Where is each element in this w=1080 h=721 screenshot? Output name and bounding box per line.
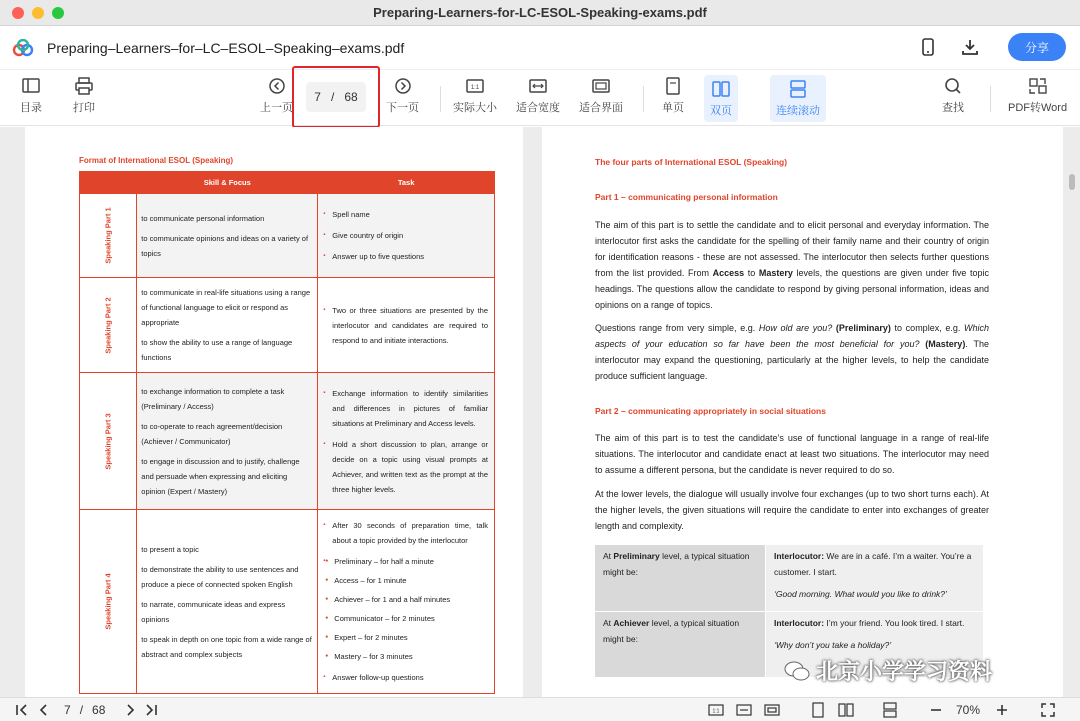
maximize-window-button[interactable] bbox=[52, 7, 64, 19]
minus-icon bbox=[928, 702, 944, 718]
status-separator: / bbox=[79, 703, 84, 717]
zoom-level[interactable]: 70% bbox=[956, 703, 981, 717]
actual-size-label: 实际大小 bbox=[453, 102, 497, 114]
pdf-to-word-button[interactable] bbox=[1008, 76, 1067, 115]
task-item: ▪ Answer follow-up questions bbox=[332, 670, 488, 685]
double-page-label: 双页 bbox=[710, 105, 732, 117]
fit-page-label: 适合界面 bbox=[579, 102, 623, 114]
continuous-scroll-label: 连续滚动 bbox=[776, 105, 820, 117]
double-page-button[interactable] bbox=[704, 75, 738, 122]
subtask-item: ● Mastery – for 3 minutes bbox=[334, 649, 488, 664]
divider bbox=[990, 86, 991, 112]
svg-text:1:1: 1:1 bbox=[712, 708, 720, 715]
continuous-scroll-button[interactable] bbox=[770, 75, 826, 122]
app-logo-icon bbox=[12, 39, 34, 57]
download-icon[interactable] bbox=[960, 37, 980, 57]
document-viewer[interactable] bbox=[0, 127, 1080, 697]
window-title: Preparing-Learners-for-LC-ESOL-Speaking-exams.pdf bbox=[373, 5, 707, 20]
next-icon bbox=[392, 76, 414, 96]
table-row bbox=[80, 373, 495, 510]
skill-text: to narrate, communicate ideas and express opinions bbox=[141, 599, 286, 624]
part2-paragraph-2: At the lower levels, the dialogue will usually involve four exchanges (up to two short turns each). At the higher levels, the given situations will require the candidate to enter into exchanges of greater length and complexity. bbox=[595, 489, 989, 531]
toolbar bbox=[0, 70, 1080, 126]
table-row bbox=[80, 278, 495, 373]
print-icon bbox=[73, 76, 95, 96]
next-page-button[interactable] bbox=[386, 76, 419, 115]
part-label: Speaking Part 2 bbox=[103, 296, 113, 354]
continuous-scroll-icon bbox=[787, 79, 809, 99]
pdf-page-right bbox=[542, 127, 1063, 697]
subtask-item: ● Access – for 1 minute bbox=[334, 573, 488, 588]
fit-width-label: 适合宽度 bbox=[516, 102, 560, 114]
table-header-row bbox=[80, 172, 495, 194]
task-item: ▪ Answer up to five questions bbox=[332, 249, 488, 264]
svg-text:1:1: 1:1 bbox=[470, 85, 480, 91]
first-page-icon bbox=[14, 702, 30, 718]
subtask-list bbox=[332, 554, 488, 664]
subtask-item: ● Expert – for 2 minutes bbox=[334, 630, 488, 645]
fit-width-icon bbox=[736, 702, 752, 718]
skill-text: to present a topic bbox=[141, 544, 199, 554]
status-single-page-button[interactable] bbox=[810, 702, 826, 718]
table-row bbox=[595, 545, 984, 612]
skill-text: to engage in discussion and to justify, challenge and persuade when expressing and eliciting opinion (Expert / Mastery) bbox=[141, 456, 300, 496]
prev-icon bbox=[266, 76, 288, 96]
fit-width-button[interactable] bbox=[516, 76, 560, 115]
part1-paragraph-2: Questions range from very simple, e.g. How old are you? (Preliminary) to complex, e.g. Which aspects of your education so far have been the most beneficial for you? (Mastery). The interlocutor may expand the questioning, particularly at the higher levels, to help the candidate produce sufficient language. bbox=[595, 323, 989, 381]
total-pages: 68 bbox=[344, 90, 358, 104]
single-page-icon bbox=[662, 76, 684, 96]
part2-heading: Part 2 – communicating appropriately in social situations bbox=[595, 406, 826, 416]
skill-text: to co-operate to reach agreement/decision (Achiever / Communicator) bbox=[141, 421, 283, 446]
fit-page-button[interactable] bbox=[579, 76, 623, 115]
mobile-icon[interactable] bbox=[918, 37, 938, 57]
next-label: 下一页 bbox=[386, 102, 419, 114]
toc-label: 目录 bbox=[20, 102, 42, 114]
task-item: ▪ Exchange information to identify similarities and differences in pictures of familiar situations at Preliminary and Access levels. bbox=[332, 386, 488, 431]
vertical-scrollbar[interactable] bbox=[1069, 174, 1075, 190]
skill-text: to demonstrate the ability to use sentences and produce a piece of connected spoken English bbox=[141, 564, 299, 589]
subtask-item: ● Achiever – for 1 and a half minutes bbox=[334, 592, 488, 607]
status-actual-size-button[interactable] bbox=[708, 702, 724, 718]
divider bbox=[440, 86, 441, 112]
pdf-to-word-label: PDF转Word bbox=[1008, 102, 1068, 114]
search-button[interactable] bbox=[942, 76, 964, 115]
single-page-icon bbox=[810, 702, 826, 718]
fit-page-icon bbox=[764, 702, 780, 718]
double-page-icon bbox=[710, 79, 732, 99]
part2-paragraph-1: The aim of this part is to test the candidate’s use of functional language in a range of real-life situations. The interlocutor and candidate enact at least two situations. The interlocutor may need to assume a different persona, but the candidate is never required to do so. bbox=[595, 433, 989, 475]
single-page-button[interactable] bbox=[662, 76, 684, 115]
level-cell: At Achiever level, a typical situation might be: bbox=[595, 612, 766, 678]
watermark bbox=[784, 655, 992, 686]
convert-icon bbox=[1027, 76, 1049, 96]
window-controls bbox=[12, 7, 64, 19]
subtask-item: ● ▪ Preliminary – for half a minute bbox=[334, 554, 488, 569]
plus-icon bbox=[994, 702, 1010, 718]
minimize-window-button[interactable] bbox=[32, 7, 44, 19]
part-label: Speaking Part 1 bbox=[103, 207, 113, 264]
status-fit-page-button[interactable] bbox=[764, 702, 780, 718]
divider bbox=[643, 86, 644, 112]
actual-size-icon bbox=[464, 76, 486, 96]
status-current-page: 7 bbox=[64, 703, 71, 717]
fullscreen-button[interactable] bbox=[1040, 702, 1056, 718]
task-item: ▪ Hold a short discussion to plan, arrange or decide on a topic using visual prompts at Achiever, and written text as the prompt at the three higher levels. bbox=[332, 437, 488, 497]
task-item: ▪ Two or three situations are presented by the interlocutor and candidates are required to respond to and initiate interactions. bbox=[332, 303, 488, 348]
table-row bbox=[80, 510, 495, 694]
chevron-left-icon bbox=[36, 702, 52, 718]
part-label: Speaking Part 4 bbox=[103, 573, 113, 630]
print-label: 打印 bbox=[73, 102, 95, 114]
prev-page-small-button[interactable] bbox=[36, 702, 52, 718]
status-double-page-button[interactable] bbox=[838, 702, 854, 718]
double-page-icon bbox=[838, 702, 854, 718]
close-window-button[interactable] bbox=[12, 7, 24, 19]
parts-title: The four parts of International ESOL (Speaking) bbox=[595, 157, 788, 167]
status-continuous-button[interactable] bbox=[882, 702, 898, 718]
part1-paragraph-1: The aim of this part is to settle the candidate and to elicit personal and everyday information. The interlocutor first asks the candidate for the spelling of their family name and their country of origin for identification reasons - these are not assessed. The interlocutor then selects further questions from the list provided. From Access to Mastery levels, the questions are given under five topic headings. The questions allow the candidate to respond by giving personal information, ideas and opinions on a range of topics. bbox=[595, 220, 989, 310]
status-bar bbox=[0, 697, 1080, 721]
prev-label: 上一页 bbox=[260, 102, 293, 114]
print-button[interactable] bbox=[73, 76, 95, 115]
zoom-out-button[interactable] bbox=[928, 702, 944, 718]
dialogue-cell: Interlocutor: I’m your friend. You look tired. I start. ‘Why don’t you take a holiday?’ bbox=[766, 612, 984, 678]
last-page-button[interactable] bbox=[143, 702, 159, 718]
status-total-pages: 68 bbox=[92, 703, 106, 717]
dialogue-cell: Interlocutor: We are in a café. I’m a waiter. You’re a customer. I start. ‘Good morning. What would you like to drink?’ bbox=[766, 545, 984, 612]
fit-page-icon bbox=[590, 76, 612, 96]
skill-text: to exchange information to complete a task (Preliminary / Access) bbox=[141, 386, 285, 411]
search-label: 查找 bbox=[942, 102, 964, 114]
format-table bbox=[79, 171, 495, 694]
task-item: ▪ Spell name bbox=[332, 207, 488, 222]
status-fit-width-button[interactable] bbox=[736, 702, 752, 718]
table-row bbox=[80, 194, 495, 278]
skill-text: to show the ability to use a range of language functions bbox=[141, 338, 293, 362]
fullscreen-icon bbox=[1040, 702, 1056, 718]
subtask-item: ● Communicator – for 2 minutes bbox=[334, 611, 488, 626]
status-page-indicator[interactable] bbox=[64, 703, 105, 717]
skill-text: to communicate personal information bbox=[141, 213, 265, 223]
skill-text: to communicate in real-life situations using a range of functional language to elicit or respond as appropriate bbox=[141, 288, 311, 327]
format-title: Format of International ESOL (Speaking) bbox=[79, 156, 234, 165]
search-icon bbox=[942, 76, 964, 96]
current-page: 7 bbox=[314, 90, 321, 104]
chevron-right-icon bbox=[122, 702, 138, 718]
wechat-icon bbox=[784, 660, 810, 682]
fit-width-icon bbox=[527, 76, 549, 96]
skill-header: Skill & Focus bbox=[137, 172, 318, 194]
share-button[interactable]: 分享 bbox=[1008, 33, 1066, 61]
page-separator: / bbox=[330, 90, 335, 104]
page-number-input[interactable] bbox=[306, 82, 366, 112]
first-page-button[interactable] bbox=[14, 702, 30, 718]
level-cell: At Preliminary level, a typical situation might be: bbox=[595, 545, 766, 612]
actual-size-icon bbox=[708, 702, 724, 718]
pdf-page-left bbox=[25, 127, 523, 697]
task-header: Task bbox=[318, 172, 495, 194]
watermark-text: 北京小学学习资料 bbox=[816, 659, 993, 684]
continuous-scroll-icon bbox=[882, 702, 898, 718]
page-indicator-highlight bbox=[292, 66, 380, 128]
next-page-small-button[interactable] bbox=[122, 702, 138, 718]
part-label: Speaking Part 3 bbox=[103, 412, 113, 470]
app-header bbox=[0, 26, 1080, 70]
last-page-icon bbox=[143, 702, 159, 718]
title-bar bbox=[0, 0, 1080, 26]
toc-icon bbox=[20, 76, 42, 96]
skill-text: to communicate opinions and ideas on a variety of topics bbox=[141, 233, 309, 258]
task-item: ▪ After 30 seconds of preparation time, talk about a topic provided by the interlocutor bbox=[332, 518, 488, 548]
toc-button[interactable] bbox=[20, 76, 42, 115]
actual-size-button[interactable] bbox=[453, 76, 497, 115]
document-title: Preparing–Learners–for–LC–ESOL–Speaking–exams.pdf bbox=[47, 39, 405, 56]
part1-heading: Part 1 – communicating personal information bbox=[595, 192, 778, 202]
single-page-label: 单页 bbox=[662, 102, 684, 114]
task-item: ▪ Give country of origin bbox=[332, 228, 488, 243]
prev-page-button[interactable] bbox=[260, 76, 293, 115]
zoom-in-button[interactable] bbox=[994, 702, 1010, 718]
skill-text: to speak in depth on one topic from a wide range of abstract and complex subjects bbox=[141, 634, 312, 659]
